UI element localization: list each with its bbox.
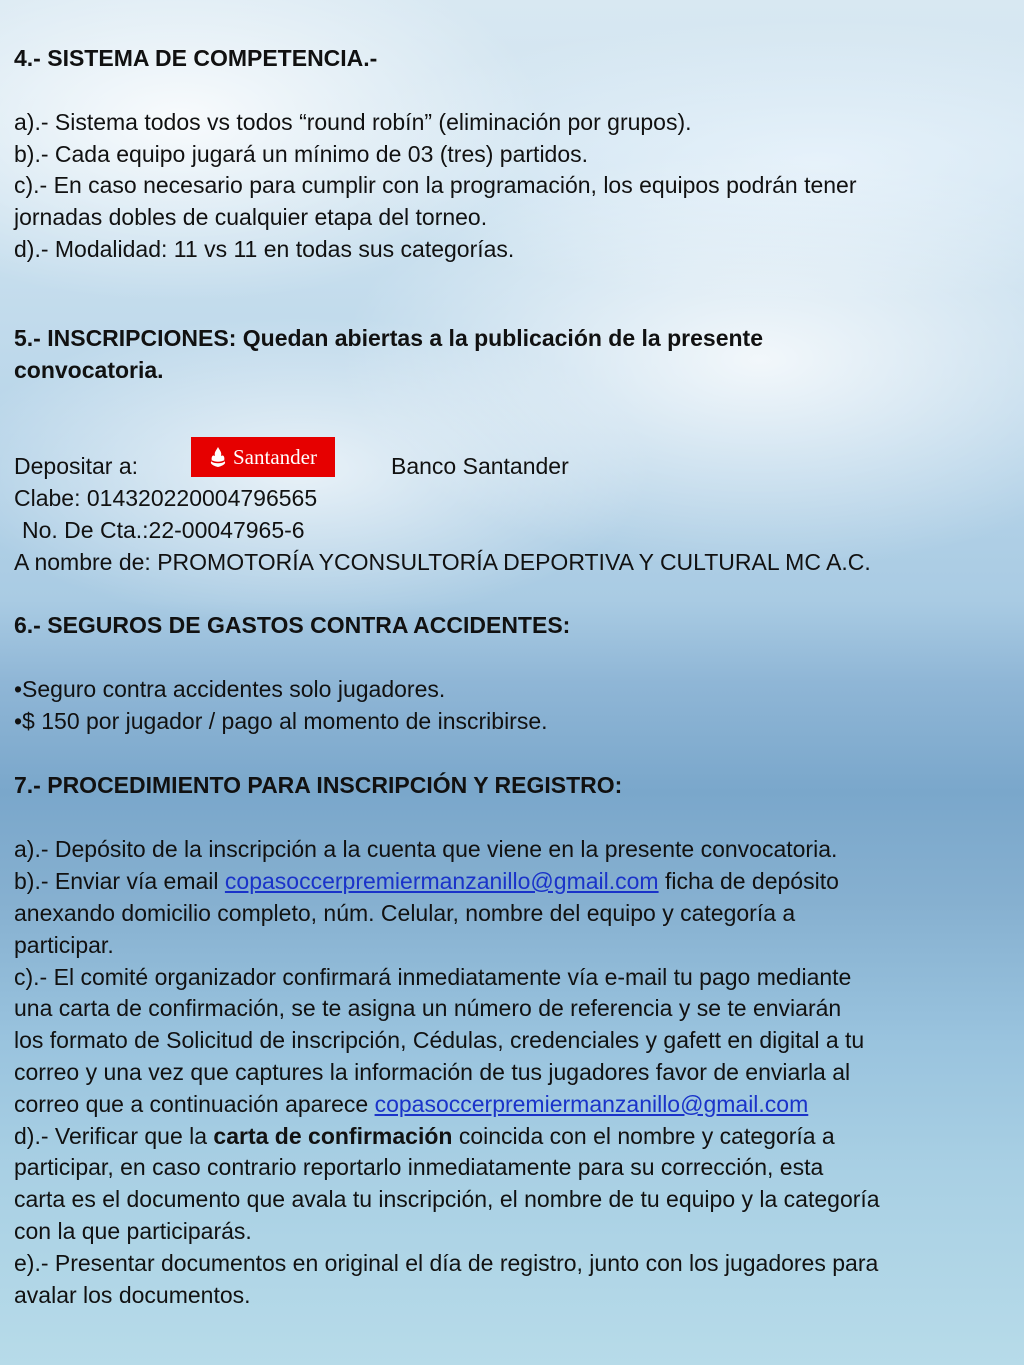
section-5-title-line1: 5.- INSCRIPCIONES: Quedan abiertas a la publicación de la presente — [14, 325, 763, 351]
logo-text: Santander — [233, 444, 317, 469]
bank-name: Banco Santander — [391, 453, 569, 479]
s7-item-b-line2: anexando domicilio completo, núm. Celular, nombre del equipo y categoría a — [14, 900, 796, 926]
s7-item-c-line1: c).- El comité organizador confirmará inmediatamente vía e-mail tu pago mediante — [14, 964, 852, 990]
s4-item-b: b).- Cada equipo jugará un mínimo de 03 (tres) partidos. — [14, 141, 589, 167]
email-link[interactable]: copasoccerpremiermanzanillo@gmail.com — [224, 868, 659, 894]
s7-item-b-line3: participar. — [14, 932, 114, 958]
s7-b-prefix: b).- Enviar vía email — [14, 868, 225, 894]
s7-b-suffix: ficha de depósito — [658, 868, 839, 894]
clabe-number: Clabe: 014320220004796565 — [14, 485, 318, 511]
section-4-title: 4.- SISTEMA DE COMPETENCIA.- — [14, 45, 378, 71]
s7-item-d-line4: con la que participarás. — [14, 1218, 252, 1244]
s7-item-c-line4: correo y una vez que captures la información de tus jugadores favor de enviarla al — [14, 1059, 851, 1085]
deposit-label: Depositar a: — [14, 453, 139, 479]
s4-item-c-line2: jornadas dobles de cualquier etapa del torneo. — [14, 204, 488, 230]
account-number: No. De Cta.:22-00047965-6 — [22, 517, 305, 543]
section-7-title: 7.- PROCEDIMIENTO PARA INSCRIPCIÓN Y REGISTRO: — [14, 772, 623, 798]
s7-item-e-line2: avalar los documentos. — [14, 1282, 251, 1308]
email-link-2[interactable]: copasoccerpremiermanzanillo@gmail.com — [374, 1091, 809, 1117]
s7-item-a: a).- Depósito de la inscripción a la cuenta que viene en la presente convocatoria. — [14, 836, 838, 862]
s7-d-prefix: d).- Verificar que la — [14, 1123, 214, 1149]
santander-logo — [191, 437, 335, 477]
section-6-title: 6.- SEGUROS DE GASTOS CONTRA ACCIDENTES: — [14, 612, 571, 638]
flame-icon — [209, 446, 227, 468]
s7-item-c-line5 — [14, 1088, 808, 1120]
s7-item-c-line3: los formato de Solicitud de inscripción, Cédulas, credenciales y gafett en digital a tu — [14, 1027, 865, 1053]
s7-item-d-line2: participar, en caso contrario reportarlo inmediatamente para su corrección, esta — [14, 1154, 824, 1180]
account-holder: A nombre de: PROMOTORÍA YCONSULTORÍA DEPORTIVA Y CULTURAL MC A.C. — [14, 549, 871, 575]
s7-item-b-line1 — [14, 865, 839, 897]
s4-item-c-line1: c).- En caso necesario para cumplir con la programación, los equipos podrán tener — [14, 172, 857, 198]
s7-item-e-line1: e).- Presentar documentos en original el día de registro, junto con los jugadores para — [14, 1250, 879, 1276]
s7-c-prefix: correo que a continuación aparece — [14, 1091, 375, 1117]
s4-item-d: d).- Modalidad: 11 vs 11 en todas sus categorías. — [14, 236, 515, 262]
section-5-title-line2: convocatoria. — [14, 357, 164, 383]
s7-d-bold: carta de confirmación — [213, 1123, 453, 1149]
s4-item-a: a).- Sistema todos vs todos “round robín” (eliminación por grupos). — [14, 109, 692, 135]
s7-item-d-line3: carta es el documento que avala tu inscripción, el nombre de tu equipo y la categoría — [14, 1186, 880, 1212]
s7-d-suffix: coincida con el nombre y categoría a — [452, 1123, 835, 1149]
s7-item-c-line2: una carta de confirmación, se te asigna un número de referencia y se te enviarán — [14, 995, 842, 1021]
s6-bullet-1: •Seguro contra accidentes solo jugadores. — [14, 676, 446, 702]
s7-item-d-line1 — [14, 1120, 835, 1152]
s6-bullet-2: •$ 150 por jugador / pago al momento de inscribirse. — [14, 708, 548, 734]
